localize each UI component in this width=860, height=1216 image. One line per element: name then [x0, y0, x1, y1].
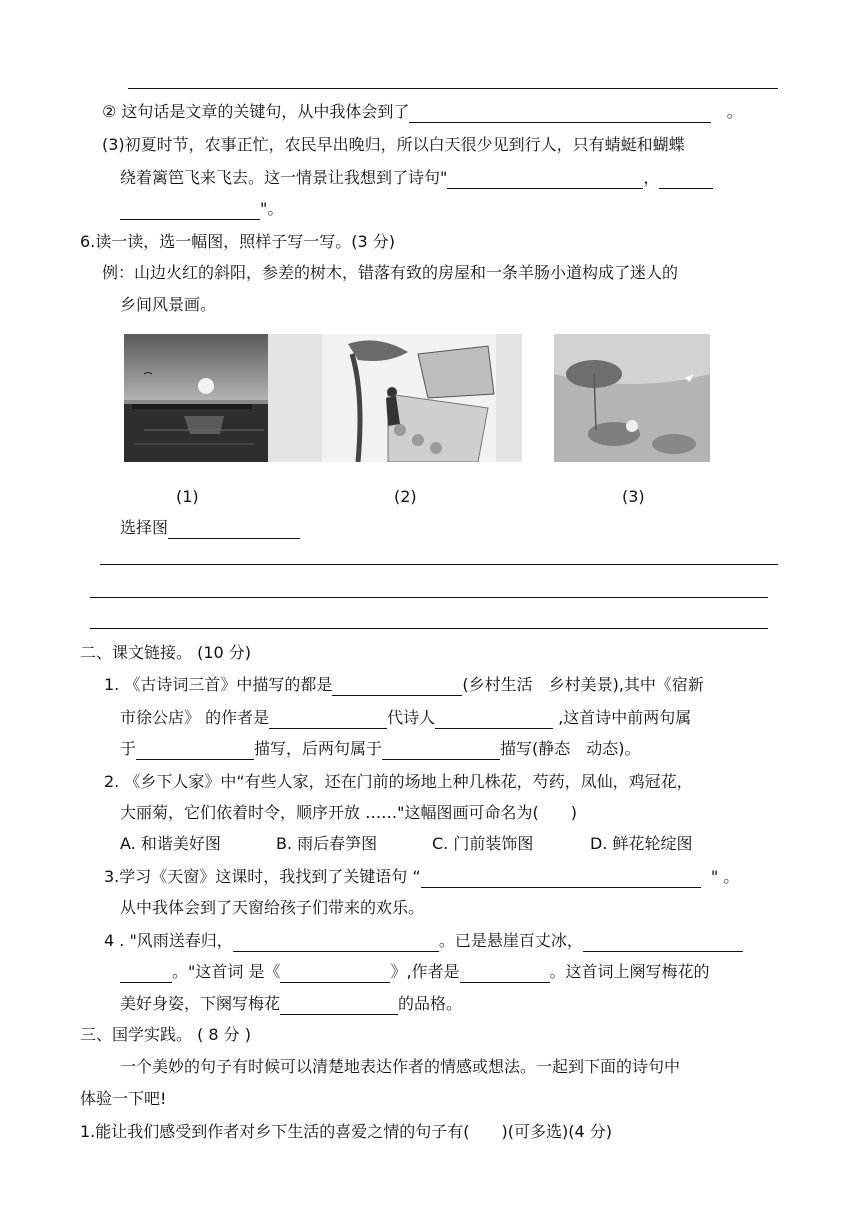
answer-blank [233, 933, 439, 952]
sec2-q4-line3: 美好身姿，下阕写梅花 的品格。 [120, 994, 463, 1013]
sec2-q3-line1: 3.学习《天窗》这课时，我找到了关键语句 “ " 。 [104, 867, 740, 886]
answer-blank [120, 964, 172, 983]
answer-line [90, 597, 768, 598]
sec2-q2-option-d: D. 鲜花轮绽图 [590, 834, 693, 853]
picture-caption-2: (2) [394, 487, 417, 506]
answer-blank [136, 741, 254, 760]
answer-blank [447, 170, 643, 189]
answer-blank [280, 964, 390, 983]
sec2-q2-option-a: A. 和谐美好图 [120, 834, 221, 853]
section-3-heading: 三、国学实践。 ( 8 分 ) [80, 1025, 252, 1044]
picture-lotus-pond [554, 334, 710, 462]
answer-blank [120, 201, 260, 220]
answer-blank [421, 869, 701, 888]
sec2-q2-option-b: B. 雨后春笋图 [276, 834, 378, 853]
q6-example: 例：山边火红的斜阳，参差的树木，错落有致的房屋和一条羊肠小道构成了迷人的 [102, 263, 679, 282]
answer-blank [269, 710, 387, 729]
q5-item3-line2: 绕着篱笆飞来飞去。这一情景让我想到了诗句" ， [120, 167, 713, 189]
answer-blank [659, 170, 713, 189]
sec2-q1-line1: 1. 《古诗词三首》中描写的都是 (乡村生活 乡村美景),其中《宿新 [104, 675, 704, 694]
answer-blank [409, 104, 711, 123]
sec2-q2-option-c: C. 门前装饰图 [432, 834, 534, 853]
q5-item3-line3: "。 [120, 198, 283, 220]
answer-line [128, 88, 778, 89]
q6-example-cont: 乡间风景画。 [120, 295, 217, 314]
answer-line [100, 564, 778, 565]
section-2-heading: 二、课文链接。 (10 分) [80, 643, 252, 662]
sec3-intro-line1: 一个美妙的句子有时候可以清楚地表达作者的情感或想法。一起到下面的诗句中 [120, 1057, 681, 1076]
q5-item3-line1: (3)初夏时节，农事正忙，农民早出晚归，所以白天很少见到行人，只有蜻蜓和蝴蝶 [102, 135, 685, 154]
answer-line [90, 628, 768, 629]
sec3-intro-line2: 体验一下吧! [80, 1089, 167, 1108]
answer-blank [280, 996, 398, 1015]
answer-blank [382, 741, 500, 760]
picture-village-path [268, 334, 522, 462]
answer-blank [168, 520, 300, 539]
picture-caption-1: (1) [176, 487, 199, 506]
answer-blank [332, 677, 462, 696]
sec2-q1-line3: 于 描写，后两句属于 描写(静态 动态)。 [120, 739, 641, 758]
answer-blank [460, 964, 550, 983]
select-picture: 选择图 [120, 517, 300, 539]
sec2-q1-line2: 市徐公店》 的作者是 代诗人 ,这首诗中前两句属 [120, 708, 692, 727]
picture-sunset-sea [124, 334, 270, 462]
sec2-q2-line1: 2. 《乡下人家》中“有些人家，还在门前的场地上种几株花，芍药，凤仙，鸡冠花， [104, 772, 693, 791]
sec2-q3-line2: 从中我体会到了天窗给孩子们带来的欢乐。 [120, 898, 425, 917]
sec2-q2-line2: 大丽菊，它们依着时令，顺序开放 ……"这幅图画可命名为( ) [120, 803, 577, 822]
answer-blank [435, 710, 553, 729]
sec2-q4-line1: 4 . "风雨送春归， 。已是悬崖百丈冰， [104, 930, 743, 952]
answer-blank [583, 933, 743, 952]
sec2-q4-line2: 。"这首词 是《 》,作者是 。这首词上阕写梅花的 [120, 961, 710, 983]
picture-caption-3: (3) [622, 487, 645, 506]
q6-title: 6.读一读，选一幅图，照样子写一写。(3 分) [80, 232, 396, 251]
q5-item2: ② 这句话是文章的关键句，从中我体会到了 。 [102, 102, 743, 121]
sec3-q1: 1.能让我们感受到作者对乡下生活的喜爱之情的句子有( )(可多选)(4 分) [80, 1122, 612, 1141]
